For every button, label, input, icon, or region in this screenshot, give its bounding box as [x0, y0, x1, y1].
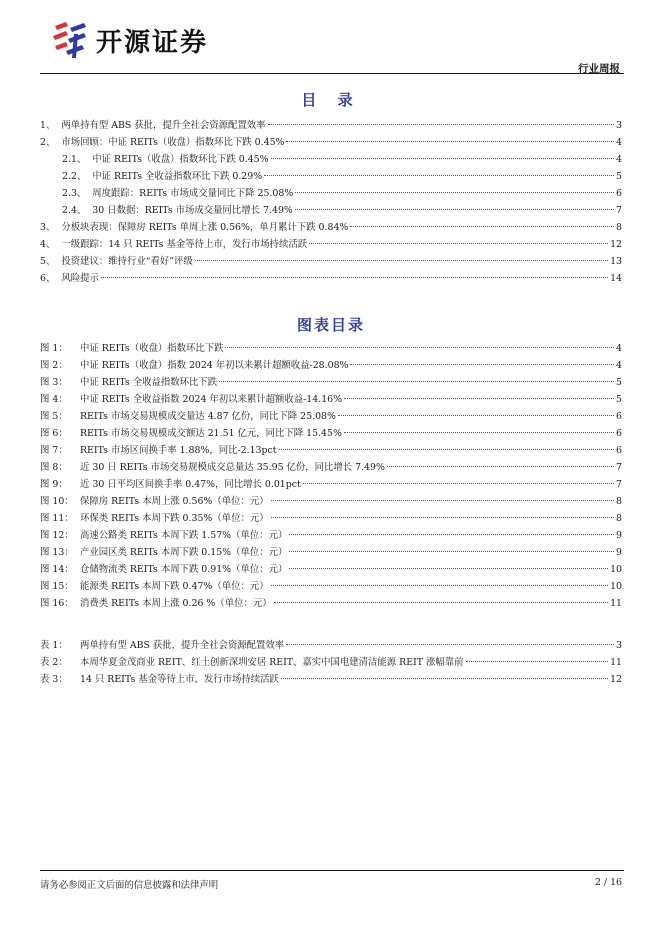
list-entry[interactable] [40, 510, 622, 527]
leader-dots [387, 466, 614, 467]
entry-number: 2、 [40, 137, 56, 148]
entry-number: 2.3、 [62, 188, 87, 199]
entry-title: 周度跟踪：REITs 市场成交量同比下降 25.08% [92, 188, 294, 199]
entry-page: 4 [616, 154, 622, 165]
entry-number: 表 3： [40, 674, 68, 685]
leader-dots [264, 175, 614, 176]
toc-entry[interactable] [40, 168, 622, 185]
figure-list-title: 图表目录 [296, 316, 365, 334]
leader-dots [281, 678, 608, 679]
leader-dots [286, 141, 614, 142]
leader-dots [350, 364, 614, 365]
entry-number: 图 9： [40, 479, 68, 490]
entry-title: 近 30 日 REITs 市场交易规模成交总量达 35.95 亿份，同比增长 7.49% [80, 462, 385, 473]
entry-title: 近 30 日平均区间换手率 0.47%，同比增长 0.01pct [80, 479, 301, 490]
entry-page: 11 [610, 598, 622, 609]
leader-dots [289, 551, 614, 552]
list-entry[interactable] [40, 476, 622, 493]
toc-entry[interactable] [40, 134, 622, 151]
leader-dots [271, 500, 614, 501]
entry-page: 9 [616, 530, 622, 541]
toc-entry[interactable] [40, 253, 622, 270]
entry-page: 3 [616, 120, 622, 131]
leader-dots [101, 277, 608, 278]
entry-page: 4 [616, 137, 622, 148]
page-header [40, 16, 624, 74]
entry-title: 本周华夏金茂商业 REIT、红土创新深圳安居 REIT、嘉实中国电建清洁能源 REIT 涨幅靠前 [80, 657, 464, 668]
toc-entry[interactable] [40, 236, 622, 253]
entry-page: 5 [616, 377, 622, 388]
list-entry[interactable] [40, 578, 622, 595]
entry-number: 图 12： [40, 530, 74, 541]
entry-page: 5 [616, 394, 622, 405]
leader-dots [295, 209, 614, 210]
leader-dots [286, 644, 614, 645]
entry-number: 图 11： [40, 513, 74, 524]
toc-entry[interactable] [40, 151, 622, 168]
leader-dots [274, 602, 608, 603]
list-entry[interactable] [40, 671, 622, 688]
toc-entry[interactable] [40, 202, 622, 219]
leader-dots [350, 226, 614, 227]
list-entry[interactable] [40, 408, 622, 425]
header-divider [40, 73, 624, 74]
footer-disclaimer: 请务必参阅正文后面的信息披露和法律声明 [40, 880, 219, 891]
table-of-contents [40, 117, 622, 287]
entry-page: 12 [610, 239, 622, 250]
list-entry[interactable] [40, 340, 622, 357]
leader-dots [303, 483, 614, 484]
entry-page: 5 [616, 171, 622, 182]
entry-page: 6 [616, 445, 622, 456]
list-entry[interactable] [40, 637, 622, 654]
entry-title: 30 日数据：REITs 市场成交量同比增长 7.49% [92, 205, 293, 216]
leader-dots [289, 534, 614, 535]
leader-dots [279, 449, 614, 450]
entry-number: 5、 [40, 256, 56, 267]
entry-page: 8 [616, 496, 622, 507]
leader-dots [466, 661, 609, 662]
entry-title: 仓储物流类 REITs 本周下跌 0.91%（单位：元） [80, 564, 288, 575]
toc-entry[interactable] [40, 117, 622, 134]
list-entry[interactable] [40, 654, 622, 671]
entry-number: 图 14： [40, 564, 74, 575]
leader-dots [295, 192, 614, 193]
entry-number: 2.4、 [62, 205, 87, 216]
entry-number: 表 1： [40, 640, 68, 651]
leader-dots [309, 243, 608, 244]
entry-title: REITs 市场区间换手率 1.88%，同比-2.13pct [80, 445, 277, 456]
leader-dots [344, 398, 614, 399]
entry-number: 图 4： [40, 394, 68, 405]
entry-page: 10 [610, 564, 622, 575]
entry-number: 表 2： [40, 657, 68, 668]
entry-number: 图 5： [40, 411, 68, 422]
list-entry[interactable] [40, 442, 622, 459]
entry-page: 7 [616, 479, 622, 490]
entry-page: 9 [616, 547, 622, 558]
entry-page: 13 [610, 256, 622, 267]
list-entry[interactable] [40, 374, 622, 391]
entry-title: 14 只 REITs 基金等待上市，发行市场持续活跃 [80, 674, 279, 685]
list-entry[interactable] [40, 595, 622, 612]
list-entry[interactable] [40, 391, 622, 408]
leader-dots [271, 158, 615, 159]
list-entry[interactable] [40, 357, 622, 374]
entry-page: 8 [616, 222, 622, 233]
toc-entry[interactable] [40, 219, 622, 236]
toc-title: 目 录 [301, 91, 361, 109]
entry-number: 图 7： [40, 445, 68, 456]
figure-list [40, 340, 622, 612]
leader-dots [268, 124, 615, 125]
report-type-label: 行业周报 [578, 63, 620, 75]
entry-page: 4 [616, 343, 622, 354]
list-entry[interactable] [40, 527, 622, 544]
entry-number: 图 6： [40, 428, 68, 439]
entry-page: 3 [616, 640, 622, 651]
entry-page: 6 [616, 428, 622, 439]
entry-page: 8 [616, 513, 622, 524]
entry-title: 中证 REITs（收盘）指数环比下跌 0.45% [92, 154, 269, 165]
entry-page: 14 [610, 273, 622, 284]
entry-number: 3、 [40, 222, 56, 233]
list-entry[interactable] [40, 425, 622, 442]
entry-page: 10 [610, 581, 622, 592]
entry-title: 风险提示 [61, 273, 99, 284]
entry-title: 保障房 REITs 本周上涨 0.56%（单位：元） [80, 496, 269, 507]
footer-divider [40, 870, 624, 871]
entry-title: REITs 市场交易规模成交额达 21.51 亿元，同比下降 15.45% [80, 428, 342, 439]
entry-page: 12 [610, 674, 622, 685]
entry-title: 一级跟踪：14 只 REITs 基金等待上市，发行市场持续活跃 [61, 239, 308, 250]
entry-number: 图 13： [40, 547, 74, 558]
entry-page: 11 [610, 657, 622, 668]
entry-number: 6、 [40, 273, 56, 284]
leader-dots [289, 568, 608, 569]
entry-title: REITs 市场交易规模成交量达 4.87 亿份，同比下降 25.08% [80, 411, 336, 422]
entry-number: 图 3： [40, 377, 68, 388]
leader-dots [271, 517, 614, 518]
entry-number: 1、 [40, 120, 56, 131]
entry-number: 2.1、 [62, 154, 87, 165]
entry-title: 环保类 REITs 本周下跌 0.35%（单位：元） [80, 513, 269, 524]
entry-title: 能源类 REITs 本周下跌 0.47%（单位：元） [80, 581, 269, 592]
entry-title: 中证 REITs 全收益指数 2024 年初以来累计超额收益-14.16% [80, 394, 343, 405]
entry-number: 图 2： [40, 360, 68, 371]
list-entry[interactable] [40, 561, 622, 578]
entry-title: 投资建议：维持行业“看好”评级 [61, 256, 193, 267]
entry-page: 6 [616, 188, 622, 199]
leader-dots [338, 415, 614, 416]
entry-number: 图 10： [40, 496, 74, 507]
toc-entry[interactable] [40, 270, 622, 287]
list-entry[interactable] [40, 544, 622, 561]
entry-page: 4 [616, 360, 622, 371]
entry-title: 产业园区类 REITs 本周下跌 0.15%（单位：元） [80, 547, 288, 558]
entry-page: 7 [616, 462, 622, 473]
list-entry[interactable] [40, 493, 622, 510]
entry-title: 中证 REITs（收盘）指数 2024 年初以来累计超额收益-28.08% [80, 360, 349, 371]
entry-title: 消费类 REITs 本周上涨 0.26 %（单位：元） [80, 598, 272, 609]
entry-title: 高速公路类 REITs 本周下跌 1.57%（单位：元） [80, 530, 288, 541]
leader-dots [344, 432, 614, 433]
leader-dots [271, 585, 608, 586]
entry-title: 两单持有型 ABS 获批，提升全社会资源配置效率 [61, 120, 266, 131]
entry-title: 中证 REITs 全收益指数环比下跌 0.29% [92, 171, 263, 182]
brand-name: 开源证券 [96, 27, 209, 58]
entry-title: 两单持有型 ABS 获批，提升全社会资源配置效率 [80, 640, 285, 651]
entry-title: 市场回顾：中证 REITs（收盘）指数环比下跌 0.45% [61, 137, 285, 148]
entry-title: 中证 REITs（收盘）指数环比下跌 [80, 343, 224, 354]
entry-number: 图 16： [40, 598, 74, 609]
leader-dots [219, 381, 614, 382]
entry-number: 4、 [40, 239, 56, 250]
entry-title: 中证 REITs 全收益指数环比下跌 [80, 377, 218, 388]
brand-logo [52, 20, 208, 60]
kaiyuan-logo-icon [52, 20, 88, 60]
entry-page: 6 [616, 411, 622, 422]
list-entry[interactable] [40, 459, 622, 476]
page-number: 2 / 16 [594, 877, 622, 888]
entry-number: 图 8： [40, 462, 68, 473]
entry-page: 7 [616, 205, 622, 216]
entry-title: 分板块表现：保障房 REITs 单周上涨 0.56%，单月累计下跌 0.84% [61, 222, 349, 233]
toc-entry[interactable] [40, 185, 622, 202]
entry-number: 图 1： [40, 343, 68, 354]
table-list [40, 637, 622, 688]
entry-number: 2.2、 [62, 171, 87, 182]
leader-dots [195, 260, 608, 261]
entry-number: 图 15： [40, 581, 74, 592]
leader-dots [225, 347, 614, 348]
